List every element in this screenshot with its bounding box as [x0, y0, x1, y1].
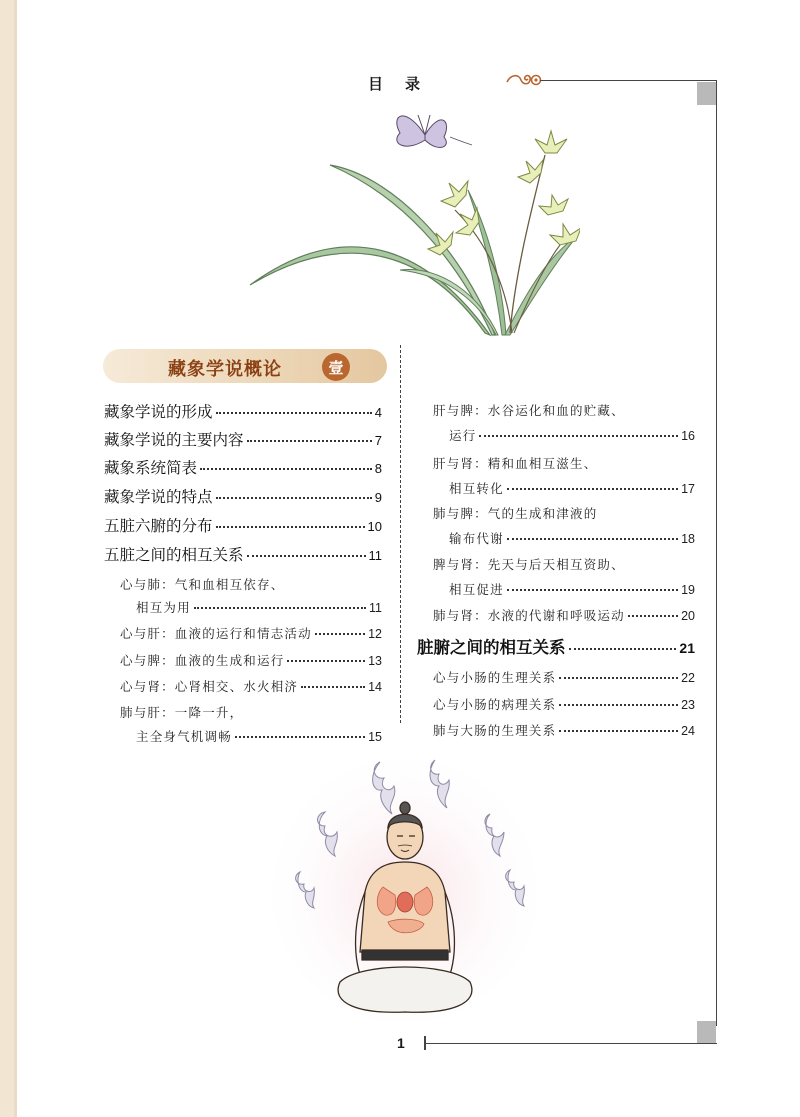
- toc-entry-page: 12: [368, 627, 382, 641]
- toc-entry[interactable]: [104, 485, 382, 507]
- toc-entry-page: 23: [681, 698, 695, 712]
- toc-entry-title: 主全身气机调畅: [136, 729, 232, 744]
- leader-dots: [559, 729, 678, 732]
- section-title: 藏象学说概论: [168, 359, 282, 380]
- leader-dots: [235, 735, 365, 738]
- corner-tab-top: [697, 82, 716, 105]
- toc-entry-title: 相互为用: [136, 600, 191, 615]
- leader-dots: [216, 496, 372, 499]
- toc-subentry-first-line[interactable]: 肺与脾：气的生成和津液的: [433, 506, 598, 521]
- leader-dots: [507, 537, 678, 540]
- leader-dots: [559, 676, 678, 679]
- frame-top-line: [540, 80, 716, 81]
- toc-subentry-first-line[interactable]: 脾与肾：先天与后天相互资助、: [433, 557, 625, 572]
- toc-entry[interactable]: [417, 634, 695, 658]
- leader-dots: [287, 659, 365, 662]
- toc-entry-page: 10: [367, 519, 382, 534]
- toc-subentry-first-line[interactable]: 肺与肝：一降一升，: [120, 705, 244, 720]
- toc-subentry[interactable]: [120, 677, 382, 695]
- swirl-ornament-icon: [505, 70, 545, 90]
- page-number: 1: [397, 1035, 405, 1051]
- toc-subentry[interactable]: [449, 529, 695, 547]
- toc-entry-title: 肺与大肠的生理关系: [433, 723, 557, 738]
- toc-entry-title: 心与肾：心肾相交、水火相济: [120, 679, 299, 694]
- book-spine-shade: [14, 0, 17, 1117]
- leader-dots: [479, 434, 678, 437]
- toc-entry-title: 心与肝：血液的运行和情志活动: [120, 626, 312, 641]
- frame-bottom-line: [425, 1043, 717, 1044]
- leader-dots: [247, 439, 372, 442]
- toc-entry-title: 运行: [449, 428, 477, 443]
- toc-entry-page: 24: [681, 724, 695, 738]
- toc-entry-page: 9: [374, 490, 382, 505]
- toc-entry-title: 输布代谢: [449, 531, 504, 546]
- toc-entry-page: 4: [374, 405, 382, 420]
- leader-dots: [216, 411, 372, 414]
- toc-subentry[interactable]: [433, 695, 695, 713]
- toc-entry[interactable]: [104, 428, 382, 450]
- page-number-tick: [424, 1036, 426, 1050]
- toc-subentry[interactable]: [120, 651, 382, 669]
- meditation-illustration: [270, 742, 540, 1032]
- toc-entry-title: 肺与肾：水液的代谢和呼吸运动: [433, 608, 625, 623]
- toc-entry[interactable]: [104, 514, 382, 536]
- toc-entry-title: 心与脾：血液的生成和运行: [120, 653, 285, 668]
- toc-entry-title: 五脏六腑的分布: [104, 517, 213, 535]
- toc-entry-title: 藏象学说的特点: [104, 488, 213, 506]
- leader-dots: [507, 588, 678, 591]
- leader-dots: [569, 647, 677, 650]
- leader-dots: [559, 703, 678, 706]
- toc-entry-title: 相互促进: [449, 582, 504, 597]
- toc-entry-page: 11: [369, 601, 382, 615]
- corner-tab-bottom: [697, 1021, 716, 1044]
- toc-entry-page: 11: [368, 548, 382, 563]
- leader-dots: [200, 467, 372, 470]
- toc-subentry[interactable]: [433, 721, 695, 739]
- toc-entry-title: 藏象学说的形成: [104, 403, 213, 421]
- leader-dots: [247, 554, 366, 557]
- book-spine-edge: [0, 0, 14, 1117]
- toc-entry-page: 22: [681, 671, 695, 685]
- toc-entry[interactable]: [104, 400, 382, 422]
- leader-dots: [216, 525, 365, 528]
- toc-entry-title: 脏腑之间的相互关系: [417, 638, 566, 657]
- leader-dots: [301, 685, 365, 688]
- toc-entry-page: 15: [368, 730, 382, 744]
- toc-entry-title: 心与小肠的病理关系: [433, 697, 557, 712]
- toc-entry-title: 五脏之间的相互关系: [104, 546, 244, 564]
- leader-dots: [628, 614, 678, 617]
- toc-entry-title: 相互转化: [449, 481, 504, 496]
- toc-entry-page: 8: [374, 461, 382, 476]
- toc-entry-page: 7: [374, 433, 382, 448]
- toc-subentry-first-line[interactable]: 肝与肾：精和血相互滋生、: [433, 456, 598, 471]
- toc-subentry[interactable]: [120, 624, 382, 642]
- toc-subentry-first-line[interactable]: 心与肺：气和血相互依存、: [120, 577, 285, 592]
- page-header-title: 目录: [368, 75, 443, 93]
- toc-subentry[interactable]: [433, 606, 695, 624]
- toc-subentry[interactable]: [449, 479, 695, 497]
- toc-entry-title: 心与小肠的生理关系: [433, 670, 557, 685]
- toc-subentry[interactable]: [433, 668, 695, 686]
- toc-subentry[interactable]: [136, 598, 382, 616]
- toc-entry[interactable]: [104, 456, 382, 478]
- leader-dots: [507, 487, 678, 490]
- toc-subentry[interactable]: [449, 580, 695, 598]
- column-divider: [400, 345, 401, 723]
- toc-entry[interactable]: [104, 543, 382, 565]
- frame-right-line: [716, 80, 717, 1026]
- toc-entry-page: 17: [681, 482, 695, 496]
- leader-dots: [194, 606, 366, 609]
- toc-entry-page: 14: [368, 680, 382, 694]
- toc-entry-page: 20: [681, 609, 695, 623]
- toc-entry-page: 21: [679, 640, 695, 656]
- toc-entry-title: 藏象系统简表: [104, 459, 198, 477]
- toc-subentry-first-line[interactable]: 肝与脾：水谷运化和血的贮藏、: [433, 403, 625, 418]
- toc-entry-page: 18: [681, 532, 695, 546]
- leader-dots: [315, 632, 365, 635]
- toc-entry-page: 13: [368, 654, 382, 668]
- toc-entry-page: 19: [681, 583, 695, 597]
- section-number-badge: 壹: [322, 353, 350, 381]
- orchid-illustration: [240, 95, 580, 340]
- toc-subentry[interactable]: [449, 426, 695, 444]
- toc-entry-title: 藏象学说的主要内容: [104, 431, 244, 449]
- toc-entry-page: 16: [681, 429, 695, 443]
